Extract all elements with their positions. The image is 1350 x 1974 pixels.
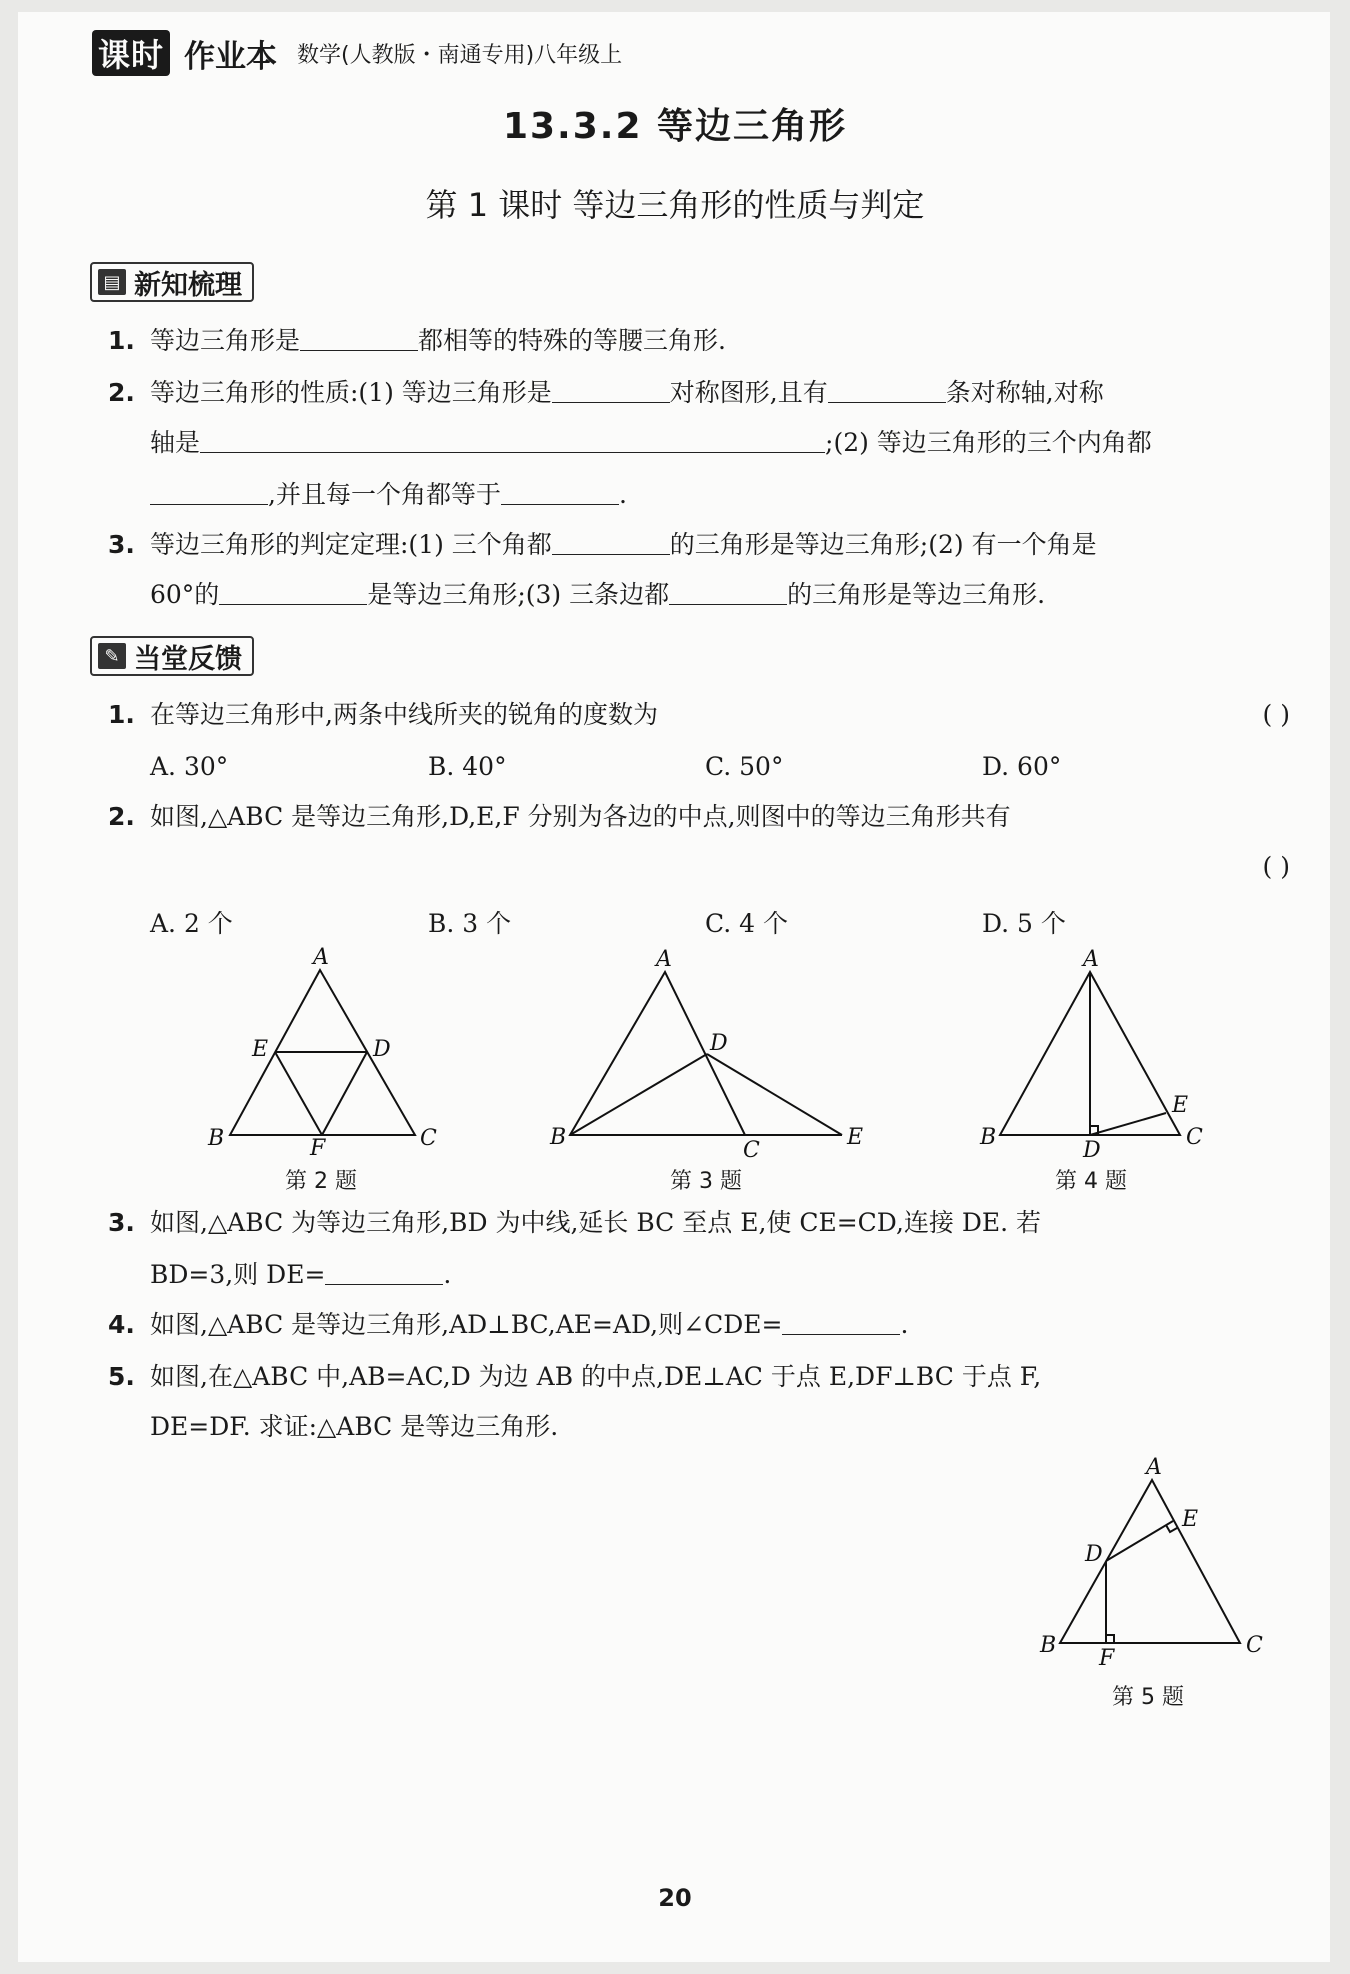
label-a: A	[656, 947, 672, 972]
option-a[interactable]: A. 30°	[150, 752, 229, 781]
figure-3-caption: 第 3 题	[670, 1169, 742, 1194]
label-d: D	[373, 1037, 391, 1062]
knowledge-q2	[108, 378, 1300, 408]
label-c: C	[420, 1126, 437, 1151]
label-a: A	[313, 945, 329, 970]
question-text: .	[900, 1310, 909, 1339]
figure-4	[980, 947, 1210, 1163]
answer-blank[interactable]	[219, 582, 367, 605]
question-text: 的三角形是等边三角形;(2) 有一个角是	[669, 530, 1097, 559]
question-text: 在等边三角形中,两条中线所夹的锐角的度数为	[150, 700, 658, 729]
question-number: 3.	[108, 1208, 135, 1237]
option-d[interactable]: D. 60°	[982, 752, 1062, 781]
label-d: D	[1085, 1542, 1103, 1567]
new-knowledge-label: 新知梳理	[134, 269, 242, 301]
answer-blank[interactable]	[150, 482, 268, 505]
label-f: F	[1099, 1646, 1115, 1671]
page-number: 20	[658, 1884, 692, 1912]
answer-blank[interactable]	[782, 1312, 900, 1335]
book-icon: ▤	[98, 269, 126, 295]
question-number: 4.	[108, 1310, 135, 1339]
question-text: ;(2) 等边三角形的三个内角都	[825, 428, 1152, 457]
option-a[interactable]: A. 2 个	[150, 909, 233, 938]
answer-blank[interactable]	[200, 430, 825, 453]
knowledge-q1	[108, 326, 1300, 356]
logo-box: 课时	[92, 30, 170, 76]
label-c: C	[743, 1138, 760, 1163]
feedback-q5-line2	[150, 1412, 1300, 1442]
option-d[interactable]: D. 5 个	[982, 909, 1066, 938]
answer-blank[interactable]	[300, 328, 418, 351]
subject-label: 数学(人教版・南通专用)八年级上	[297, 42, 623, 68]
question-text: .	[443, 1260, 452, 1289]
question-number: 5.	[108, 1362, 135, 1391]
answer-blank[interactable]	[501, 482, 619, 505]
label-a: A	[1146, 1455, 1162, 1480]
figure-5-caption: 第 5 题	[1112, 1685, 1184, 1710]
figure-2-caption: 第 2 题	[285, 1169, 357, 1194]
label-f: F	[310, 1136, 326, 1161]
question-text: .	[618, 480, 627, 509]
knowledge-q2-line3	[150, 480, 1300, 510]
option-b[interactable]: B. 3 个	[428, 909, 512, 938]
knowledge-q3	[108, 530, 1300, 560]
question-text: 如图,△ABC 是等边三角形,AD⊥BC,AE=AD,则∠CDE=	[150, 1310, 783, 1339]
figure-2	[200, 945, 460, 1161]
question-text: 60°的	[150, 580, 220, 609]
answer-paren[interactable]: ( )	[1262, 700, 1290, 729]
question-number: 2.	[108, 802, 135, 831]
header	[92, 30, 622, 76]
lesson-title: 第 1 课时 等边三角形的性质与判定	[425, 186, 925, 224]
feedback-q3	[108, 1208, 1300, 1238]
question-number: 2.	[108, 378, 135, 407]
label-e: E	[1172, 1093, 1189, 1118]
label-c: C	[1246, 1633, 1263, 1658]
feedback-label: 当堂反馈	[134, 643, 242, 675]
question-number: 1.	[108, 326, 135, 355]
question-text: 条对称轴,对称	[945, 378, 1104, 407]
question-text: 的三角形是等边三角形.	[787, 580, 1046, 609]
new-knowledge-tag	[90, 262, 254, 302]
answer-blank[interactable]	[828, 380, 946, 403]
question-text: 对称图形,且有	[669, 378, 828, 407]
question-text: 是等边三角形;(3) 三条边都	[367, 580, 670, 609]
question-text: BD=3,则 DE=	[150, 1260, 326, 1289]
knowledge-q2-line2	[150, 428, 1300, 458]
feedback-tag	[90, 636, 254, 676]
label-a: A	[1083, 947, 1099, 972]
figure-5	[1040, 1455, 1280, 1675]
label-e: E	[847, 1125, 864, 1150]
section-title: 13.3.2 等边三角形	[502, 106, 848, 147]
answer-blank[interactable]	[552, 380, 670, 403]
question-text: ,并且每一个角都等于	[268, 480, 501, 509]
option-c[interactable]: C. 50°	[705, 752, 784, 781]
question-text: 等边三角形是	[150, 326, 301, 355]
knowledge-q3-line2	[150, 580, 1300, 610]
label-b: B	[550, 1125, 567, 1150]
label-e: E	[252, 1037, 269, 1062]
answer-paren[interactable]: ( )	[1262, 852, 1290, 881]
option-c[interactable]: C. 4 个	[705, 909, 788, 938]
option-b[interactable]: B. 40°	[428, 752, 507, 781]
label-d: D	[710, 1031, 728, 1056]
feedback-q1	[108, 700, 1300, 730]
question-number: 3.	[108, 530, 135, 559]
question-text: 都相等的特殊的等腰三角形.	[418, 326, 726, 355]
label-c: C	[1186, 1125, 1203, 1150]
feedback-q3-line2	[150, 1260, 1300, 1290]
question-text: 如图,在△ABC 中,AB=AC,D 为边 AB 的中点,DE⊥AC 于点 E,DF⊥BC 于点 F,	[150, 1362, 1042, 1391]
pen-icon: ✎	[98, 643, 126, 669]
figure-3	[550, 947, 870, 1163]
question-text: 等边三角形的性质:(1) 等边三角形是	[150, 378, 552, 407]
feedback-q5	[108, 1362, 1300, 1392]
label-d: D	[1083, 1138, 1101, 1163]
label-b: B	[980, 1125, 997, 1150]
question-text: DE=DF. 求证:△ABC 是等边三角形.	[150, 1412, 559, 1441]
answer-blank[interactable]	[325, 1262, 443, 1285]
figure-4-caption: 第 4 题	[1055, 1169, 1127, 1194]
label-b: B	[1040, 1633, 1057, 1658]
answer-blank[interactable]	[552, 532, 670, 555]
answer-blank[interactable]	[669, 582, 787, 605]
feedback-q2	[108, 802, 1300, 832]
question-text: 如图,△ABC 是等边三角形,D,E,F 分别为各边的中点,则图中的等边三角形共有	[150, 802, 1011, 831]
label-e: E	[1182, 1507, 1199, 1532]
feedback-q4	[108, 1310, 1300, 1340]
question-text: 如图,△ABC 为等边三角形,BD 为中线,延长 BC 至点 E,使 CE=CD,连接 DE. 若	[150, 1208, 1042, 1237]
question-number: 1.	[108, 700, 135, 729]
question-text: 轴是	[150, 428, 201, 457]
label-b: B	[208, 1126, 225, 1151]
logo-text: 作业本	[184, 38, 278, 75]
question-text: 等边三角形的判定定理:(1) 三个角都	[150, 530, 552, 559]
